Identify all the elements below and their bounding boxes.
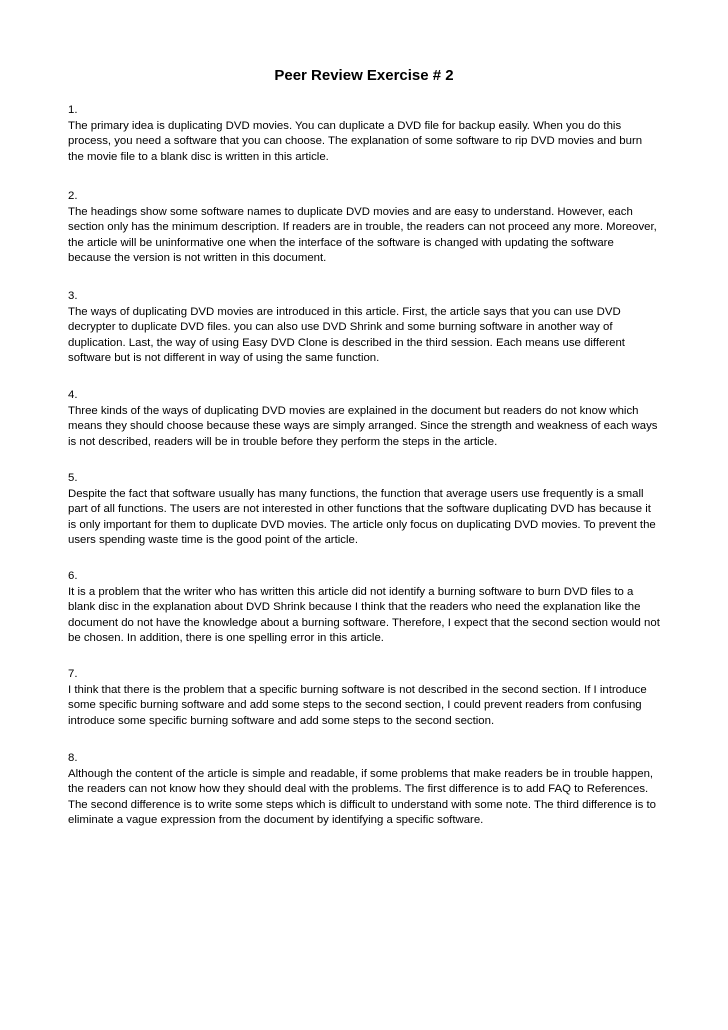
section-8 [68, 751, 660, 829]
section-6 [68, 569, 660, 647]
section-text: Despite the fact that software usually has many functions, the function that average users use frequently is a small part of all functions. The users are not interested in other functions that the software duplicating DVD has because it is only important for them to duplicate DVD movies. The article only focus on duplicating DVD movies. To prevent the users spending waste time is the good point of the article. [68, 487, 656, 547]
section-number: 7. [68, 668, 78, 680]
section-text: The ways of duplicating DVD movies are introduced in this article. First, the article says that you can use DVD decrypter to duplicate DVD files. you can also use DVD Shrink and some burning software in another way of duplication. Last, the way of using Easy DVD Clone is described in the third session. Each means use different software but is not different in way of using the same function. [68, 305, 625, 365]
section-number: 5. [68, 472, 78, 484]
section-number: 3. [68, 290, 78, 302]
section-number: 2. [68, 190, 78, 202]
section-text: Three kinds of the ways of duplicating DVD movies are explained in the document but readers do not know which means they should choose because these ways are simply arranged. Since the strength and weakness of each ways is not described, readers will be in trouble before they perform the steps in the article. [68, 404, 658, 448]
section-2 [68, 189, 660, 267]
section-4 [68, 388, 660, 450]
section-text: The headings show some software names to duplicate DVD movies and are easy to understand. However, each section only has the minimum description. If readers are in trouble, the readers can not proceed any more. Moreover, the article will be uninformative one when the interface of the software is changed with updating the software because the version is not written in this document. [68, 205, 657, 265]
section-3 [68, 289, 660, 367]
section-text: The primary idea is duplicating DVD movies. You can duplicate a DVD file for backup easily. When you do this process, you need a software that you can choose. The explanation of some software to rip DVD movies and burn the movie file to a blank disc is written in this article. [68, 119, 643, 163]
section-number: 6. [68, 570, 78, 582]
section-text: I think that there is the problem that a specific burning software is not described in the second section. If I introduce some specific burning software and add some steps to the second section, I could prevent readers from confusing introduce some specific burning software and add some steps to the second section. [68, 683, 647, 727]
section-number: 8. [68, 752, 78, 764]
section-1 [68, 103, 660, 165]
section-number: 1. [68, 104, 78, 116]
section-text: Although the content of the article is simple and readable, if some problems that make readers be in trouble happen, the readers can not know how they should deal with the problems. The first difference is to add FAQ to References. The second difference is to write some steps which is difficult to understand with some note. The third difference is to eliminate a vague expression from the document by identifying a specific software. [68, 767, 656, 827]
section-5 [68, 471, 660, 549]
document-title: Peer Review Exercise # 2 [274, 67, 454, 84]
section-text: It is a problem that the writer who has written this article did not identify a burning software to burn DVD files to a blank disc in the explanation about DVD Shrink because I think that the readers who need the explanation like the document do not have the knowledge about a burning software. Therefore, I expect that the second section would not be chosen. In addition, there is one spelling error in this article. [68, 585, 660, 645]
section-number: 4. [68, 389, 78, 401]
section-7 [68, 667, 660, 729]
